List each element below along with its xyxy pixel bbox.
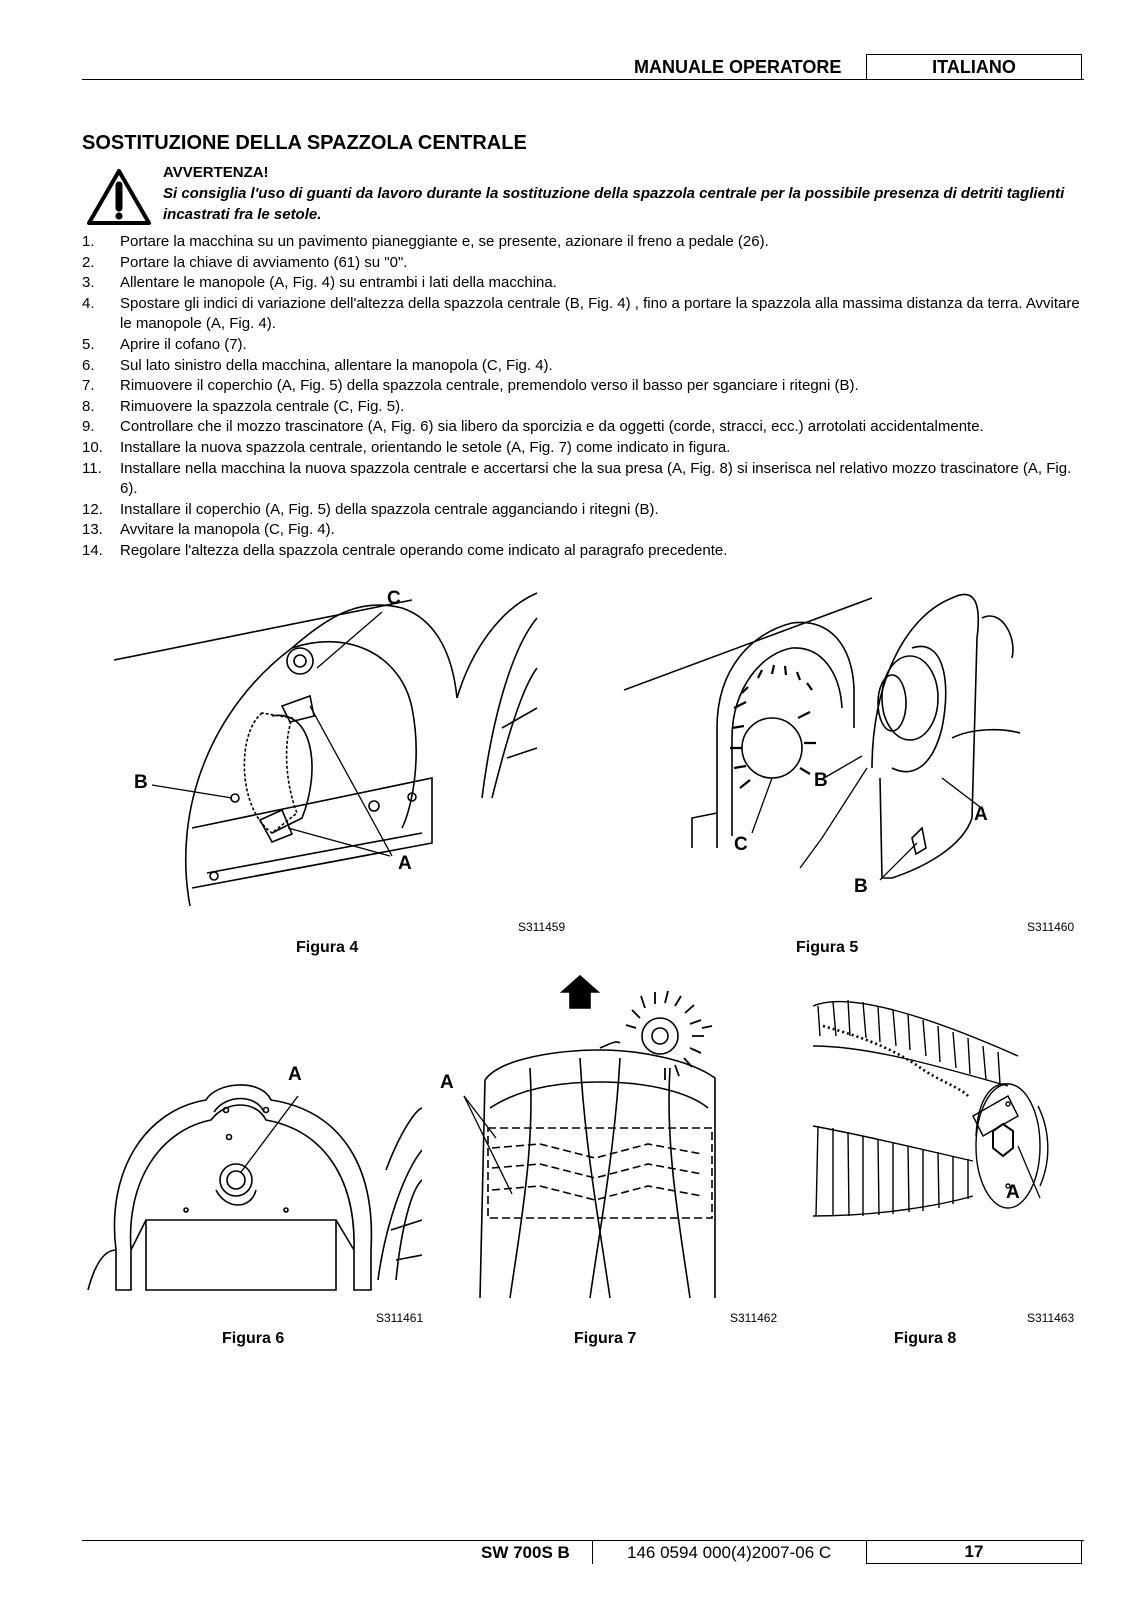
step-item: 6. Sul lato sinistro della macchina, allentare la manopola (C, Fig. 4). — [82, 356, 553, 374]
up-arrow-icon — [562, 976, 598, 1008]
page-number: 17 — [964, 1542, 984, 1561]
step-item: 12. Installare il coperchio (A, Fig. 5) della spazzola centrale agganciando i ritegni (B). — [82, 500, 659, 518]
figure-6-code: S311461 — [376, 1311, 424, 1325]
figure-8-illustration — [808, 986, 1078, 1286]
section-title: SOSTITUZIONE DELLA SPAZZOLA CENTRALE — [82, 132, 527, 154]
step-item: 13. Avvitare la manopola (C, Fig. 4). — [82, 521, 335, 539]
procedure-steps — [82, 232, 1082, 562]
footer-page-box — [866, 1540, 1082, 1564]
figure-5-code: S311460 — [1027, 920, 1075, 934]
figure-5-caption: Figura 5 — [796, 939, 859, 956]
step-item: 8. Rimuovere la spazzola centrale (C, Fig. 5). — [82, 397, 405, 415]
step-item: 7. Rimuovere il coperchio (A, Fig. 5) della spazzola centrale, premendolo verso il basso per sganciare i ritegni (B). — [82, 377, 859, 395]
step-item: 5. Aprire il cofano (7). — [82, 335, 247, 353]
figure-6-label-a: A — [288, 1064, 302, 1085]
warning-title: AVVERTENZA! — [163, 164, 269, 181]
warning-text: Si consiglia l'uso di guanti da lavoro durante la sostituzione della spazzola centrale per la possibile presenza di detriti taglienti incastrati fra le setole. — [163, 185, 1065, 223]
figure-7-code: S311462 — [730, 1311, 778, 1325]
figure-7-label-a: A — [440, 1072, 454, 1093]
step-item: 3. Allentare le manopole (A, Fig. 4) su entrambi i lati della macchina. — [82, 274, 557, 292]
warning-triangle-icon — [86, 168, 152, 226]
footer-separator — [592, 1540, 593, 1564]
figure-4-label-c: C — [387, 588, 401, 609]
step-item: 4. Spostare gli indici di variazione dell'altezza della spazzola centrale (B, Fig. 4) , fino a portare la spazzola alla massima distanza da terra. Avvitare le manopole (A, Fig. 4). — [82, 294, 1080, 333]
header-rule — [82, 79, 1084, 80]
figure-7-illustration — [440, 968, 740, 1304]
figure-5-label-b-lower: B — [854, 876, 868, 897]
figure-4-illustration — [112, 588, 542, 908]
figure-6-illustration — [86, 1064, 422, 1314]
figure-5-label-b-upper: B — [814, 770, 828, 791]
figure-7-caption: Figura 7 — [574, 1330, 637, 1347]
header-language-box — [866, 54, 1082, 79]
figure-4-code: S311459 — [518, 920, 566, 934]
step-item: 9. Controllare che il mozzo trascinatore (A, Fig. 6) sia libero da sporcizia e da oggetti (corde, stracci, ecc.) arrotolati accidentalmente. — [82, 418, 984, 436]
figure-8-caption: Figura 8 — [894, 1330, 957, 1347]
footer-document-code: 146 0594 000(4)2007-06 C — [627, 1543, 832, 1562]
figure-8-code: S311463 — [1027, 1311, 1075, 1325]
step-item: 1. Portare la macchina su un pavimento pianeggiante e, se presente, azionare il freno a pedale (26). — [82, 233, 769, 250]
figure-5-label-c: C — [734, 834, 748, 855]
step-item: 10. Installare la nuova spazzola centrale, orientando le setole (A, Fig. 7) come indicato in figura. — [82, 438, 731, 456]
figure-4-caption: Figura 4 — [296, 939, 359, 956]
figure-5-illustration — [622, 578, 1022, 898]
figure-5-label-a: A — [974, 804, 988, 825]
footer-model: SW 700S B — [481, 1543, 570, 1562]
step-item: 11. Installare nella macchina la nuova spazzola centrale e accertarsi che la sua presa (A, Fig. 8) si inserisca nel relativo mozzo trascinatore (A, Fig. 6). — [82, 459, 1072, 498]
header-language: ITALIANO — [932, 57, 1016, 77]
step-item: 2. Portare la chiave di avviamento (61) su "0". — [82, 253, 408, 271]
figure-8-label-a: A — [1006, 1182, 1020, 1203]
figure-6-caption: Figura 6 — [222, 1330, 285, 1347]
figure-4-label-a: A — [398, 853, 412, 874]
step-item: 14. Regolare l'altezza della spazzola centrale operando come indicato al paragrafo precedente. — [82, 541, 728, 559]
figure-4-label-b: B — [134, 772, 148, 793]
header-manual-title: MANUALE OPERATORE — [634, 57, 842, 77]
